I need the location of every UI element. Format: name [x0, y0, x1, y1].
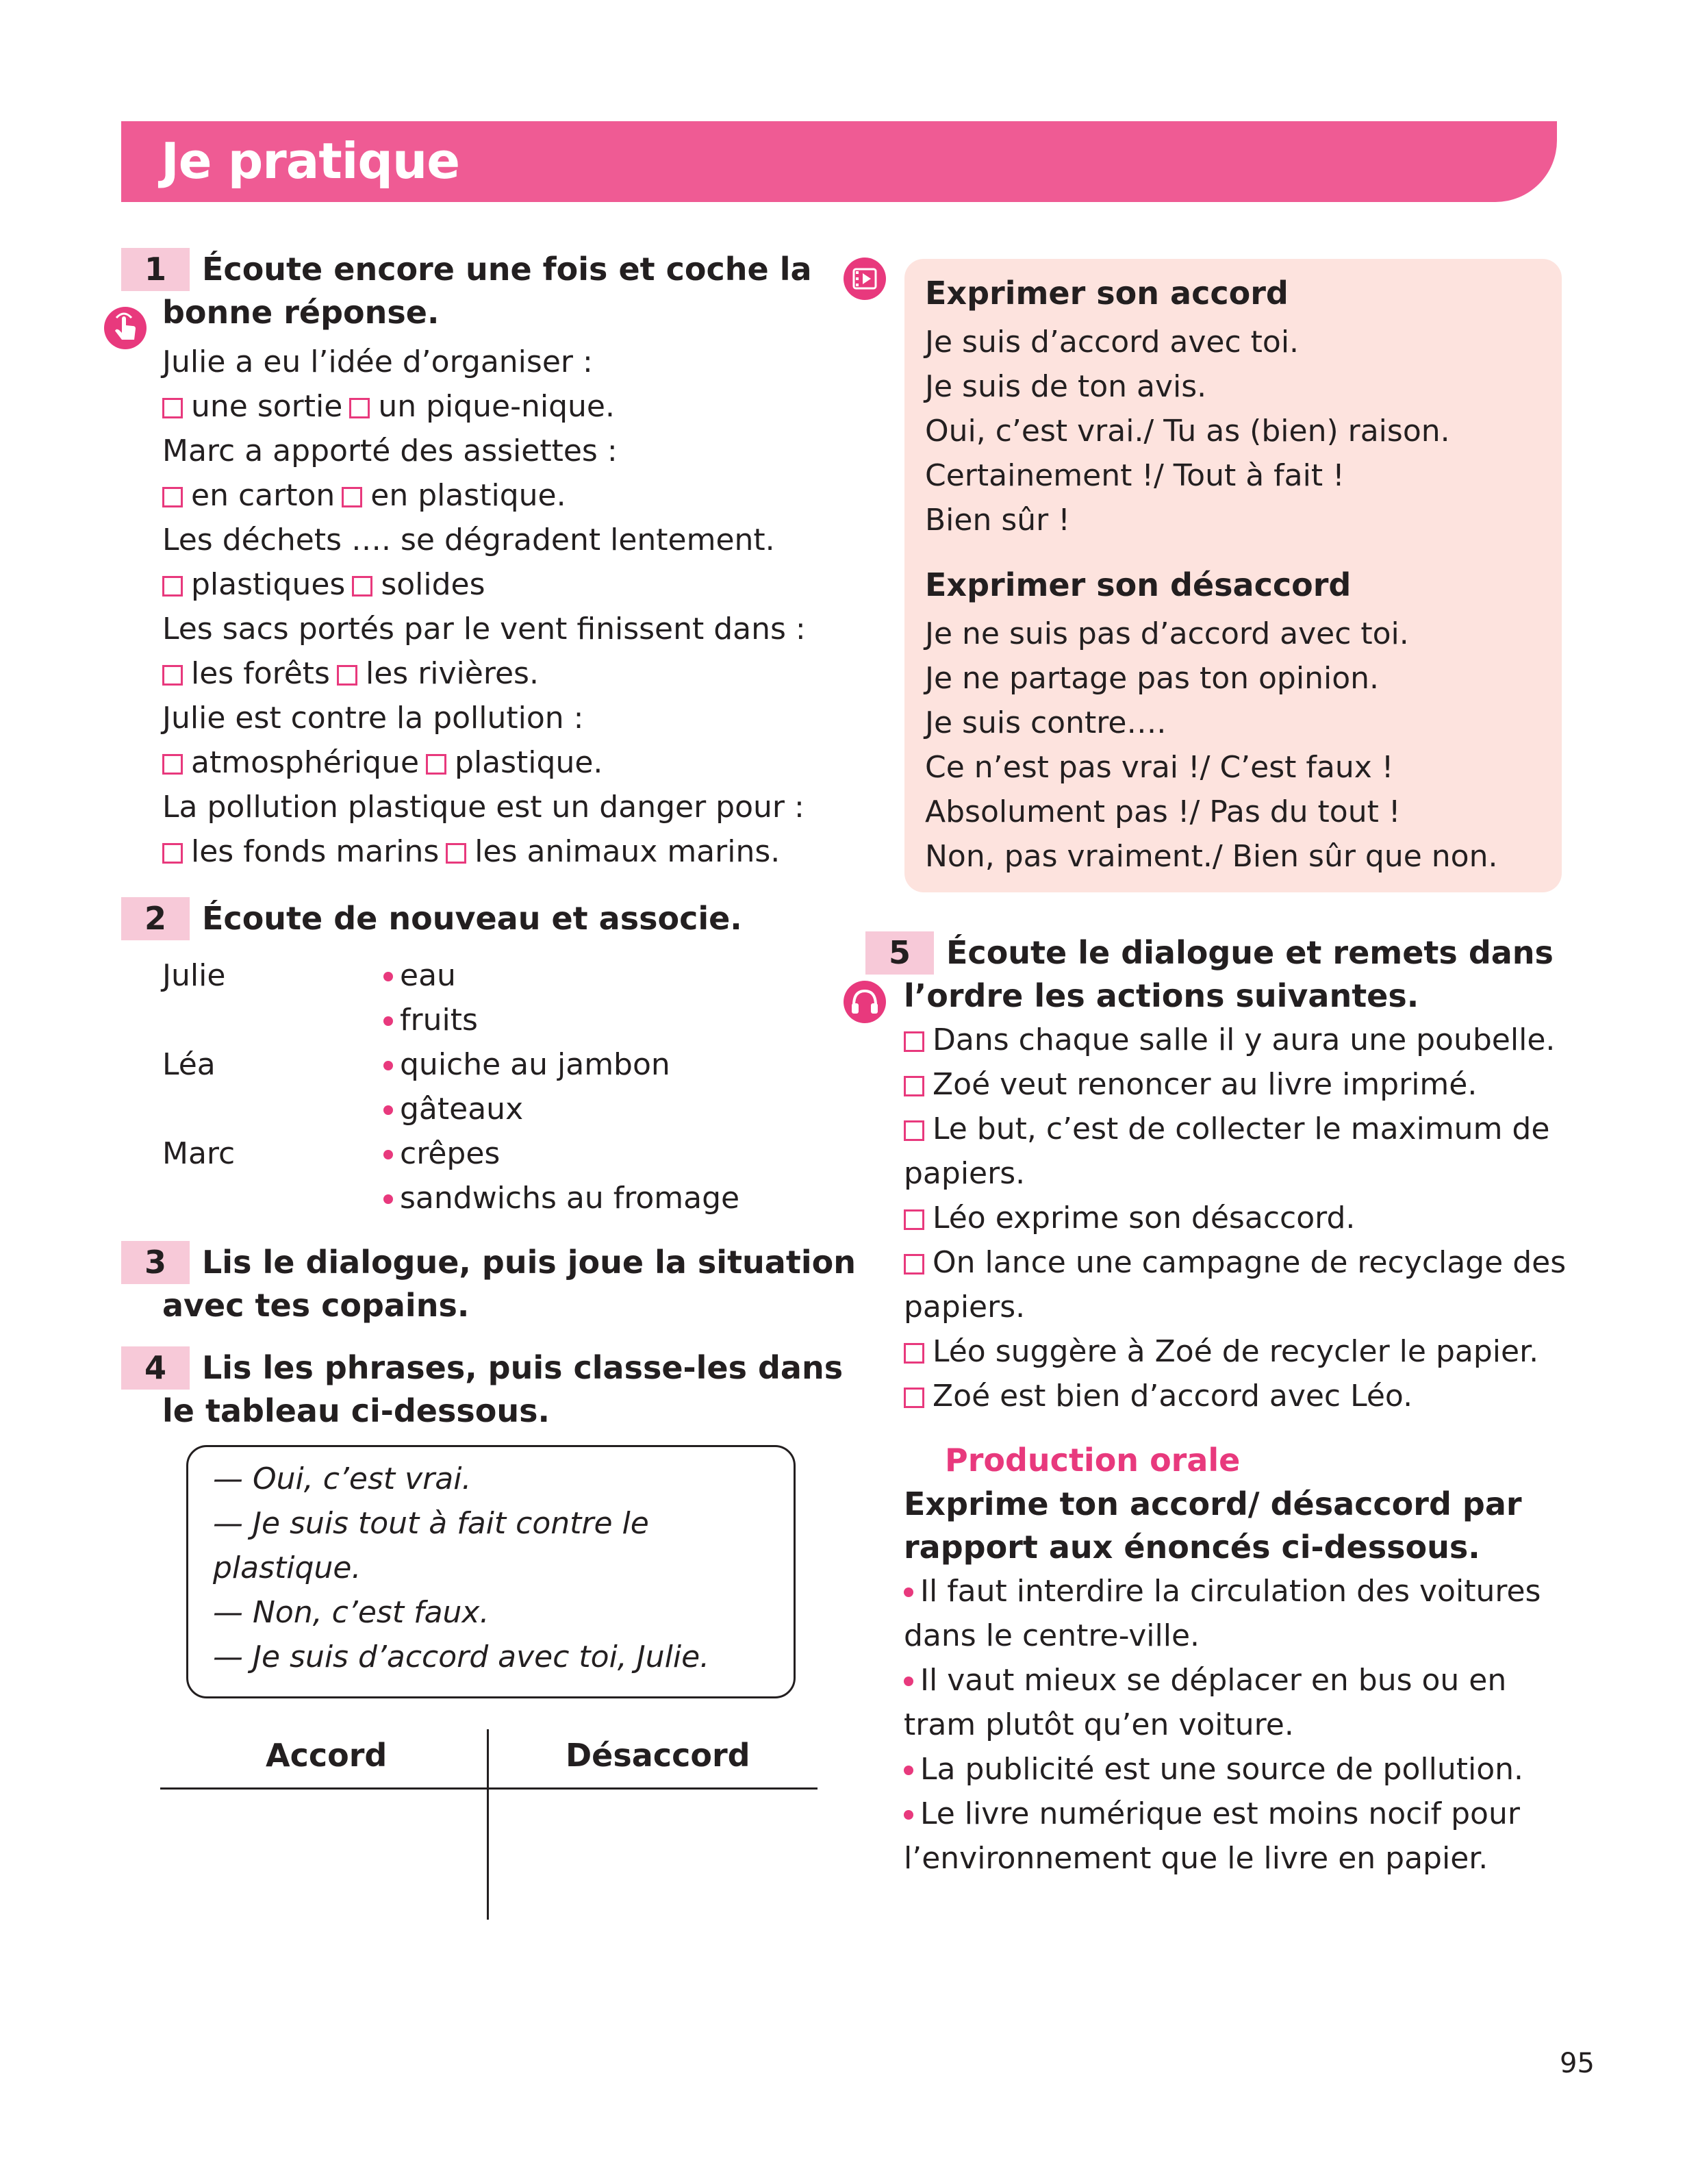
checkbox[interactable] [904, 1254, 924, 1275]
dialogue-box [186, 1445, 796, 1698]
answer-option: un pique-nique. [378, 389, 615, 424]
answer-row [162, 651, 833, 696]
dialogue-line: plastique. [213, 1551, 362, 1585]
answer-option: les rivières. [365, 656, 539, 691]
exercise-number: 2 [121, 897, 190, 940]
statement: Il faut interdire la circulation des voitures [904, 1569, 1561, 1614]
food-item[interactable]: gâteaux [383, 1087, 739, 1131]
answer-row [162, 562, 833, 607]
checkbox[interactable] [904, 1031, 924, 1052]
name-item: Marc [162, 1136, 236, 1171]
bullet-dot [383, 1105, 393, 1115]
table-divider-horizontal [160, 1787, 818, 1790]
accord-line: Bien sûr ! [925, 503, 1070, 538]
exercise-title: Lis les phrases, puis classe-les dans [202, 1349, 844, 1386]
exercise-1 [144, 248, 833, 874]
order-item: Léo exprime son désaccord. [904, 1196, 1588, 1240]
production-orale [904, 1438, 1561, 1881]
exercise-title-line2: avec tes copains. [162, 1287, 470, 1324]
answer-option: les fonds marins [191, 834, 440, 869]
checkbox[interactable] [904, 1076, 924, 1096]
food-item[interactable]: quiche au jambon [383, 1042, 739, 1087]
answer-option: atmosphérique [191, 745, 420, 780]
bullet-dot [904, 1810, 913, 1820]
order-item: Dans chaque salle il y aura une poubelle. [904, 1018, 1588, 1062]
video-icon [844, 258, 886, 300]
desaccord-line: Ce n’est pas vrai !/ C’est faux ! [925, 750, 1394, 785]
production-instruction: Exprime ton accord/ désaccord par [904, 1485, 1522, 1522]
bullet-dot [383, 1194, 393, 1204]
desaccord-line: Absolument pas !/ Pas du tout ! [925, 794, 1401, 829]
accord-line: Je suis de ton avis. [925, 369, 1207, 404]
order-item-continued: papiers. [904, 1290, 1026, 1325]
table-header-accord: Accord [266, 1737, 388, 1774]
checkbox[interactable] [342, 487, 362, 507]
bullet-dot [904, 1587, 913, 1597]
name-item: Léa [162, 1047, 216, 1082]
exercise-number: 5 [865, 931, 934, 975]
association-names [162, 953, 235, 1176]
exercise-number: 4 [121, 1346, 190, 1390]
answer-row [162, 740, 833, 785]
question: Julie a eu l’idée d’organiser : [162, 344, 593, 379]
table-divider-vertical [487, 1729, 489, 1920]
answer-option: les animaux marins. [474, 834, 781, 869]
desaccord-title: Exprimer son désaccord [925, 566, 1352, 603]
section-title: Je pratique [161, 132, 460, 190]
production-instruction-line2: rapport aux énoncés ci-dessous. [904, 1529, 1480, 1566]
exercise-2-heading [144, 897, 742, 940]
checkbox[interactable] [337, 665, 357, 686]
bullet-dot [904, 1677, 913, 1686]
statement: Il vaut mieux se déplacer en bus ou en [904, 1658, 1561, 1703]
checkbox[interactable] [162, 843, 183, 864]
statement: La publicité est une source de pollution. [904, 1747, 1561, 1792]
exercise-title: Écoute encore une fois et coche la [202, 251, 812, 288]
exercise-title: Écoute de nouveau et associe. [202, 900, 742, 937]
checkbox[interactable] [162, 754, 183, 775]
checkbox[interactable] [426, 754, 446, 775]
table-header-desaccord: Désaccord [566, 1737, 750, 1774]
exercise-1-heading [144, 248, 833, 291]
association-foods [383, 953, 739, 1220]
order-item-continued: papiers. [904, 1156, 1026, 1191]
desaccord-line: Je ne partage pas ton opinion. [925, 661, 1379, 696]
checkbox[interactable] [904, 1209, 924, 1230]
statement-continued: l’environnement que le livre en papier. [904, 1841, 1488, 1876]
hand-touch-icon [104, 307, 147, 349]
accord-line: Je suis d’accord avec toi. [925, 325, 1300, 360]
page-number: 95 [1560, 2048, 1595, 2079]
food-item[interactable]: sandwichs au fromage [383, 1176, 739, 1220]
food-item[interactable]: eau [383, 953, 739, 998]
exercise-5 [888, 931, 1588, 1418]
headphones-icon [844, 981, 886, 1023]
question: La pollution plastique est un danger pour : [162, 790, 804, 825]
order-item: On lance une campagne de recyclage des [904, 1240, 1588, 1285]
exercise-title: Écoute le dialogue et remets dans [946, 934, 1554, 971]
question: Marc a apporté des assiettes : [162, 434, 618, 468]
answer-option: une sortie [191, 389, 343, 424]
production-title: Production orale [945, 1442, 1241, 1479]
dialogue-line: — Je suis tout à fait contre le [213, 1506, 649, 1541]
order-item: Léo suggère à Zoé de recycler le papier. [904, 1329, 1588, 1374]
exercise-number: 3 [121, 1241, 190, 1284]
expressions-panel [904, 259, 1562, 892]
accord-line: Certainement !/ Tout à fait ! [925, 458, 1345, 493]
name-item: Julie [162, 958, 226, 993]
food-item[interactable]: fruits [383, 998, 739, 1042]
dialogue-line: — Oui, c’est vrai. [213, 1461, 472, 1496]
answer-option: plastiques [191, 567, 346, 602]
exercise-number: 1 [121, 248, 190, 291]
answer-option: en carton [191, 478, 335, 513]
exercise-title-line2: le tableau ci-dessous. [162, 1392, 550, 1429]
exercise-4 [144, 1346, 844, 1433]
checkbox[interactable] [904, 1388, 924, 1408]
statement-continued: tram plutôt qu’en voiture. [904, 1707, 1294, 1742]
exercise-3 [144, 1241, 856, 1327]
checkbox[interactable] [352, 576, 372, 597]
checkbox[interactable] [162, 665, 183, 686]
desaccord-line: Je ne suis pas d’accord avec toi. [925, 616, 1409, 651]
desaccord-line: Je suis contre…. [925, 705, 1167, 740]
food-item[interactable]: crêpes [383, 1131, 739, 1176]
answer-row [162, 473, 833, 518]
exercise-title-line2: bonne réponse. [162, 294, 440, 331]
accord-line: Oui, c’est vrai./ Tu as (bien) raison. [925, 414, 1450, 449]
checkbox[interactable] [904, 1343, 924, 1364]
bullet-dot [383, 1016, 393, 1026]
accord-title: Exprimer son accord [925, 275, 1289, 312]
answer-row [162, 829, 833, 874]
answer-option: en plastique. [370, 478, 566, 513]
checkbox[interactable] [162, 487, 183, 507]
checkbox[interactable] [162, 576, 183, 597]
bullet-dot [383, 972, 393, 981]
dialogue-line: — Non, c’est faux. [213, 1595, 490, 1630]
order-item: Zoé est bien d’accord avec Léo. [904, 1374, 1588, 1418]
section-banner [121, 121, 1557, 202]
checkbox[interactable] [162, 398, 183, 418]
question: Julie est contre la pollution : [162, 701, 584, 736]
checkbox[interactable] [446, 843, 466, 864]
statement: Le livre numérique est moins nocif pour [904, 1792, 1561, 1836]
desaccord-line: Non, pas vraiment./ Bien sûr que non. [925, 839, 1498, 874]
dialogue-line: — Je suis d’accord avec toi, Julie. [213, 1640, 710, 1674]
answer-row [162, 384, 833, 429]
statement-continued: dans le centre-ville. [904, 1618, 1200, 1653]
answer-option: les forêts [191, 656, 330, 691]
exercise-title: Lis le dialogue, puis joue la situation [202, 1244, 856, 1281]
bullet-dot [904, 1766, 913, 1775]
question: Les déchets …. se dégradent lentement. [162, 523, 775, 557]
order-item: Zoé veut renoncer au livre imprimé. [904, 1062, 1588, 1107]
answer-option: plastique. [455, 745, 603, 780]
exercise-title-line2: l’ordre les actions suivantes. [904, 977, 1419, 1014]
order-item: Le but, c’est de collecter le maximum de [904, 1107, 1588, 1151]
bullet-dot [383, 1150, 393, 1159]
checkbox[interactable] [904, 1120, 924, 1141]
bullet-dot [383, 1061, 393, 1070]
question: Les sacs portés par le vent finissent dans : [162, 612, 806, 647]
checkbox[interactable] [349, 398, 370, 418]
answer-option: solides [381, 567, 485, 602]
